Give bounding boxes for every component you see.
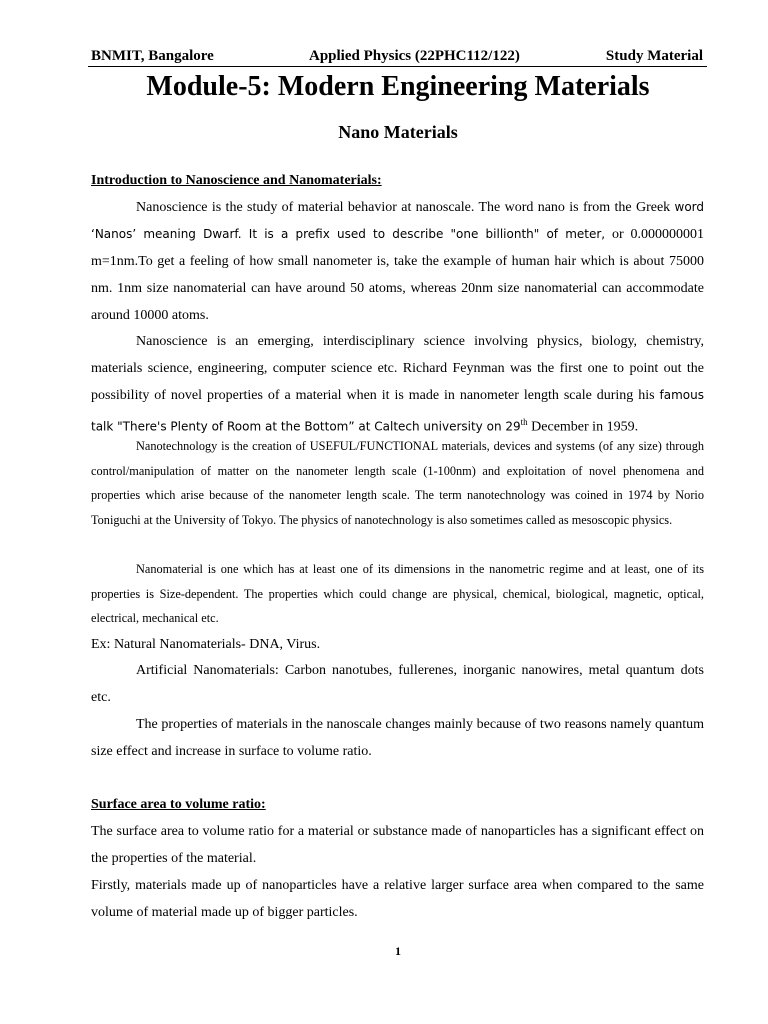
text-span: December in 1959. [527, 419, 639, 435]
paragraph-nanomaterial: Nanomaterial is one which has at least one of its dimensions in the nanometric regime and at least, one of its properties is Size-dependent. The properties which could change are physical, chemical, biological, magnetic, optical, electrical, mechanical etc. [91, 562, 704, 625]
header-divider [88, 66, 707, 67]
header-course: Applied Physics (22PHC112/122) [309, 48, 520, 64]
paragraph-surface-2: Firstly, materials made up of nanoparticles have a relative larger surface area when compared to the same volume of material made up of bigger particles. [91, 878, 704, 920]
page-subtitle: Nano Materials [338, 122, 458, 142]
paragraph-intro-2 [91, 328, 704, 441]
section-heading-surface-area: Surface area to volume ratio: [91, 797, 266, 812]
superscript: th [520, 417, 528, 427]
paragraph-reasons: The properties of materials in the nanoscale changes mainly because of two reasons namely quantum size effect and increase in surface to volume ratio. [91, 717, 704, 759]
text-span: or 0.000000001 m=1nm.To get a feeling of how small nanometer is, take the example of human hair which is about 75000 nm. 1nm size nanomaterial can have around 50 atoms, whereas 20nm size nanomaterial can accommodate around 10000 atoms. [91, 227, 704, 323]
text-span: Nanoscience is the study of material behavior at nanoscale. The word nano is from the Greek [136, 200, 675, 215]
paragraph-artificial-examples: Artificial Nanomaterials: Carbon nanotubes, fullerenes, inorganic nanowires, metal quantum dots etc. [91, 663, 704, 705]
paragraph-nanotechnology: Nanotechnology is the creation of USEFUL/FUNCTIONAL materials, devices and systems (of any size) through control/manipulation of matter on the nanometer length scale (1-100nm) and exploitation of novel phenomena and properties which arise because of the nanometer length scale. The term nanotechnology was coined in 1974 by Norio Toniguchi at the University of Tokyo. The physics of nanotechnology is also sometimes called as mesoscopic physics. [91, 439, 704, 527]
text-span: word ‘Nanos’ meaning Dwarf. [91, 200, 704, 241]
section-heading-intro: Introduction to Nanoscience and Nanomaterials: [91, 173, 382, 188]
header-doc-type: Study Material [605, 48, 703, 64]
page-number: 1 [395, 944, 401, 958]
text-span: Nanoscience is an emerging, interdisciplinary science involving physics, biology, chemistry, materials science, engineering, computer science etc. Richard Feynman was the first one to point out the possibility of novel properties of a material when it is made in nanometer length scale during his [91, 334, 704, 403]
page-title: Module-5: Modern Engineering Materials [146, 71, 650, 102]
text-span: It is a prefix used to describe "one billionth" of meter, [241, 227, 606, 241]
paragraph-natural-examples: Ex: Natural Nanomaterials- DNA, Virus. [91, 637, 321, 652]
paragraph-surface-1: The surface area to volume ratio for a material or substance made of nanoparticles has a significant effect on the properties of the material. [91, 824, 704, 866]
header-institution: BNMIT, Bangalore [91, 48, 214, 64]
paragraph-intro-1 [91, 194, 704, 329]
text-span: famous talk "There's Plenty of Room at the Bottom” at Caltech university on 29 [91, 388, 704, 434]
